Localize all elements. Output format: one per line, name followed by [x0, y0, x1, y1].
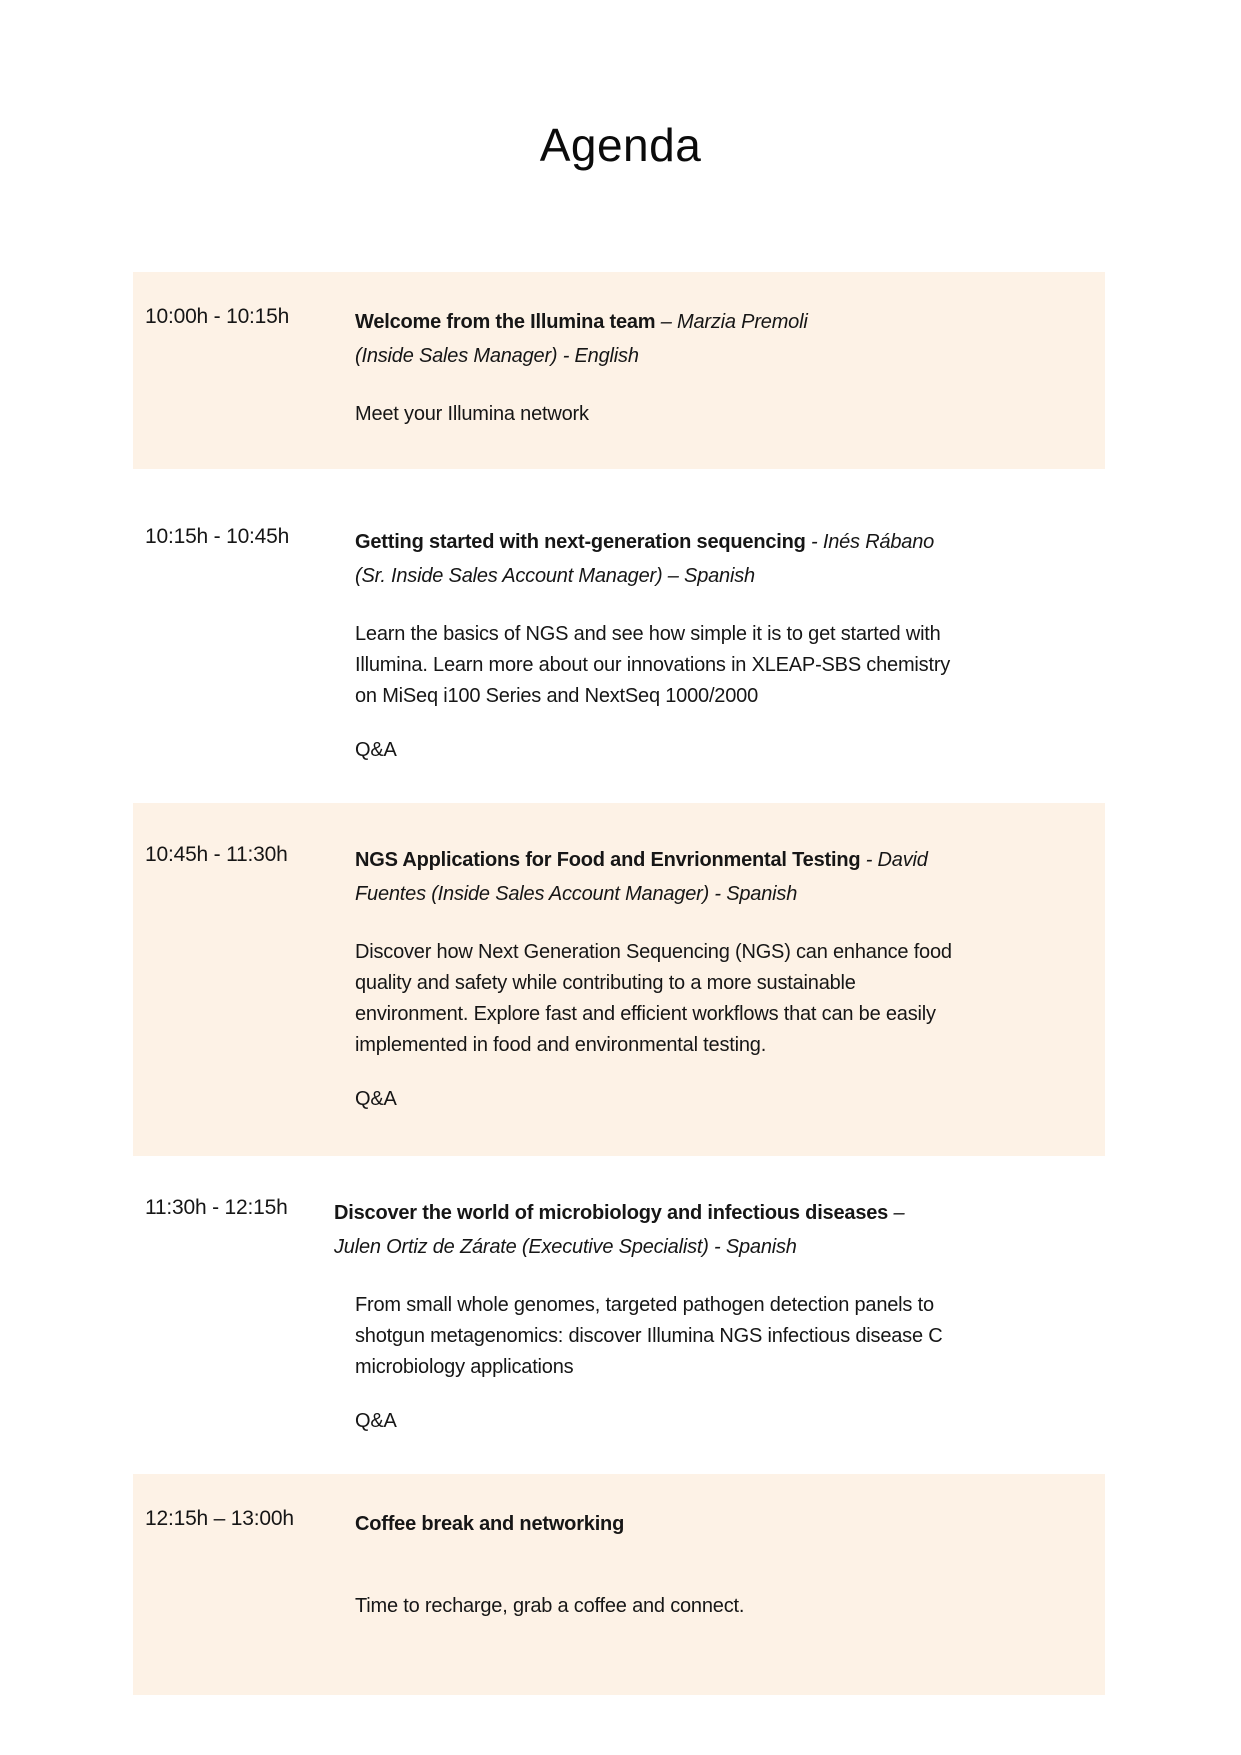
- agenda-row: [133, 272, 1105, 469]
- session-paragraph: [355, 735, 1035, 766]
- paragraph-line: Time to recharge, grab a coffee and connect.: [355, 1595, 745, 1617]
- session-heading: [334, 1196, 1035, 1264]
- page-title: Agenda: [539, 119, 702, 171]
- paragraph-line: Learn the basics of NGS and see how simple it is to get started with: [355, 623, 941, 645]
- time-range: 12:15h – 13:00h: [145, 1507, 294, 1530]
- session-content: [355, 1507, 1035, 1645]
- heading-segment: – Marzia Premoli: [660, 311, 808, 333]
- paragraph-line: implemented in food and environmental testing.: [355, 1034, 767, 1056]
- heading-line: [355, 877, 1035, 911]
- heading-line: [355, 339, 1035, 373]
- paragraph-line: Q&A: [355, 1410, 397, 1432]
- paragraph-line: on MiSeq i100 Series and NextSeq 1000/2000: [355, 685, 758, 707]
- session-paragraph: [355, 1406, 1035, 1437]
- session-paragraph: [355, 937, 1035, 1061]
- session-content: [355, 843, 1035, 1138]
- paragraph-line: microbiology applications: [355, 1356, 574, 1378]
- agenda-row: [133, 1156, 1105, 1474]
- heading-line: [355, 843, 1035, 877]
- heading-segment: –: [893, 1202, 905, 1224]
- heading-segment: Julen Ortiz de Zárate (Executive Specialist) - Spanish: [334, 1236, 797, 1258]
- heading-segment: Welcome from the Illumina team: [355, 311, 661, 333]
- time-range: 11:30h - 12:15h: [145, 1196, 288, 1219]
- heading-segment: Discover the world of microbiology and infectious diseases: [334, 1202, 894, 1224]
- heading-segment: Coffee break and networking: [355, 1513, 625, 1535]
- session-content: [355, 525, 1035, 789]
- heading-line: [334, 1230, 1035, 1264]
- session-heading: [355, 1507, 1035, 1541]
- heading-segment: (Sr. Inside Sales Account Manager) – Spanish: [355, 565, 755, 587]
- paragraph-line: From small whole genomes, targeted pathogen detection panels to: [355, 1294, 934, 1316]
- session-paragraph: [355, 1290, 1035, 1383]
- paragraph-line: Meet your Illumina network: [355, 403, 589, 425]
- agenda-row: [133, 469, 1105, 803]
- session-paragraph: [355, 619, 1035, 712]
- heading-segment: NGS Applications for Food and Envrionmental Testing: [355, 849, 866, 871]
- session-content: [334, 1196, 1035, 1460]
- heading-line: [355, 1507, 1035, 1541]
- agenda-row: [133, 1474, 1105, 1695]
- agenda-row: [133, 803, 1105, 1156]
- paragraph-line: quality and safety while contributing to a more sustainable: [355, 972, 856, 994]
- session-heading: [355, 525, 1035, 593]
- heading-segment: Getting started with next-generation sequencing: [355, 531, 812, 553]
- paragraph-line: shotgun metagenomics: discover Illumina NGS infectious disease C: [355, 1325, 943, 1347]
- session-heading: [355, 843, 1035, 911]
- session-paragraph: [355, 1591, 1035, 1622]
- heading-segment: Fuentes (Inside Sales Account Manager) - Spanish: [355, 883, 798, 905]
- heading-line: [355, 525, 1035, 559]
- time-range: 10:00h - 10:15h: [145, 305, 290, 328]
- paragraph-line: environment. Explore fast and efficient workflows that can be easily: [355, 1003, 936, 1025]
- session-heading: [355, 305, 1035, 373]
- paragraph-line: Q&A: [355, 1088, 397, 1110]
- session-content: [355, 305, 1035, 453]
- time-range: 10:45h - 11:30h: [145, 843, 288, 866]
- time-range: 10:15h - 10:45h: [145, 525, 290, 548]
- heading-line: [355, 305, 1035, 339]
- paragraph-line: Illumina. Learn more about our innovations in XLEAP-SBS chemistry: [355, 654, 951, 676]
- heading-segment: - David: [865, 849, 928, 871]
- paragraph-line: Discover how Next Generation Sequencing (NGS) can enhance food: [355, 941, 952, 963]
- heading-segment: - Inés Rábano: [811, 531, 935, 553]
- session-paragraph: [355, 1084, 1035, 1115]
- paragraph-line: Q&A: [355, 739, 397, 761]
- heading-line: [355, 559, 1035, 593]
- heading-segment: (Inside Sales Manager) - English: [355, 345, 639, 367]
- session-paragraph: [355, 399, 1035, 430]
- agenda-list: [133, 272, 1105, 1695]
- heading-line: [334, 1196, 1035, 1230]
